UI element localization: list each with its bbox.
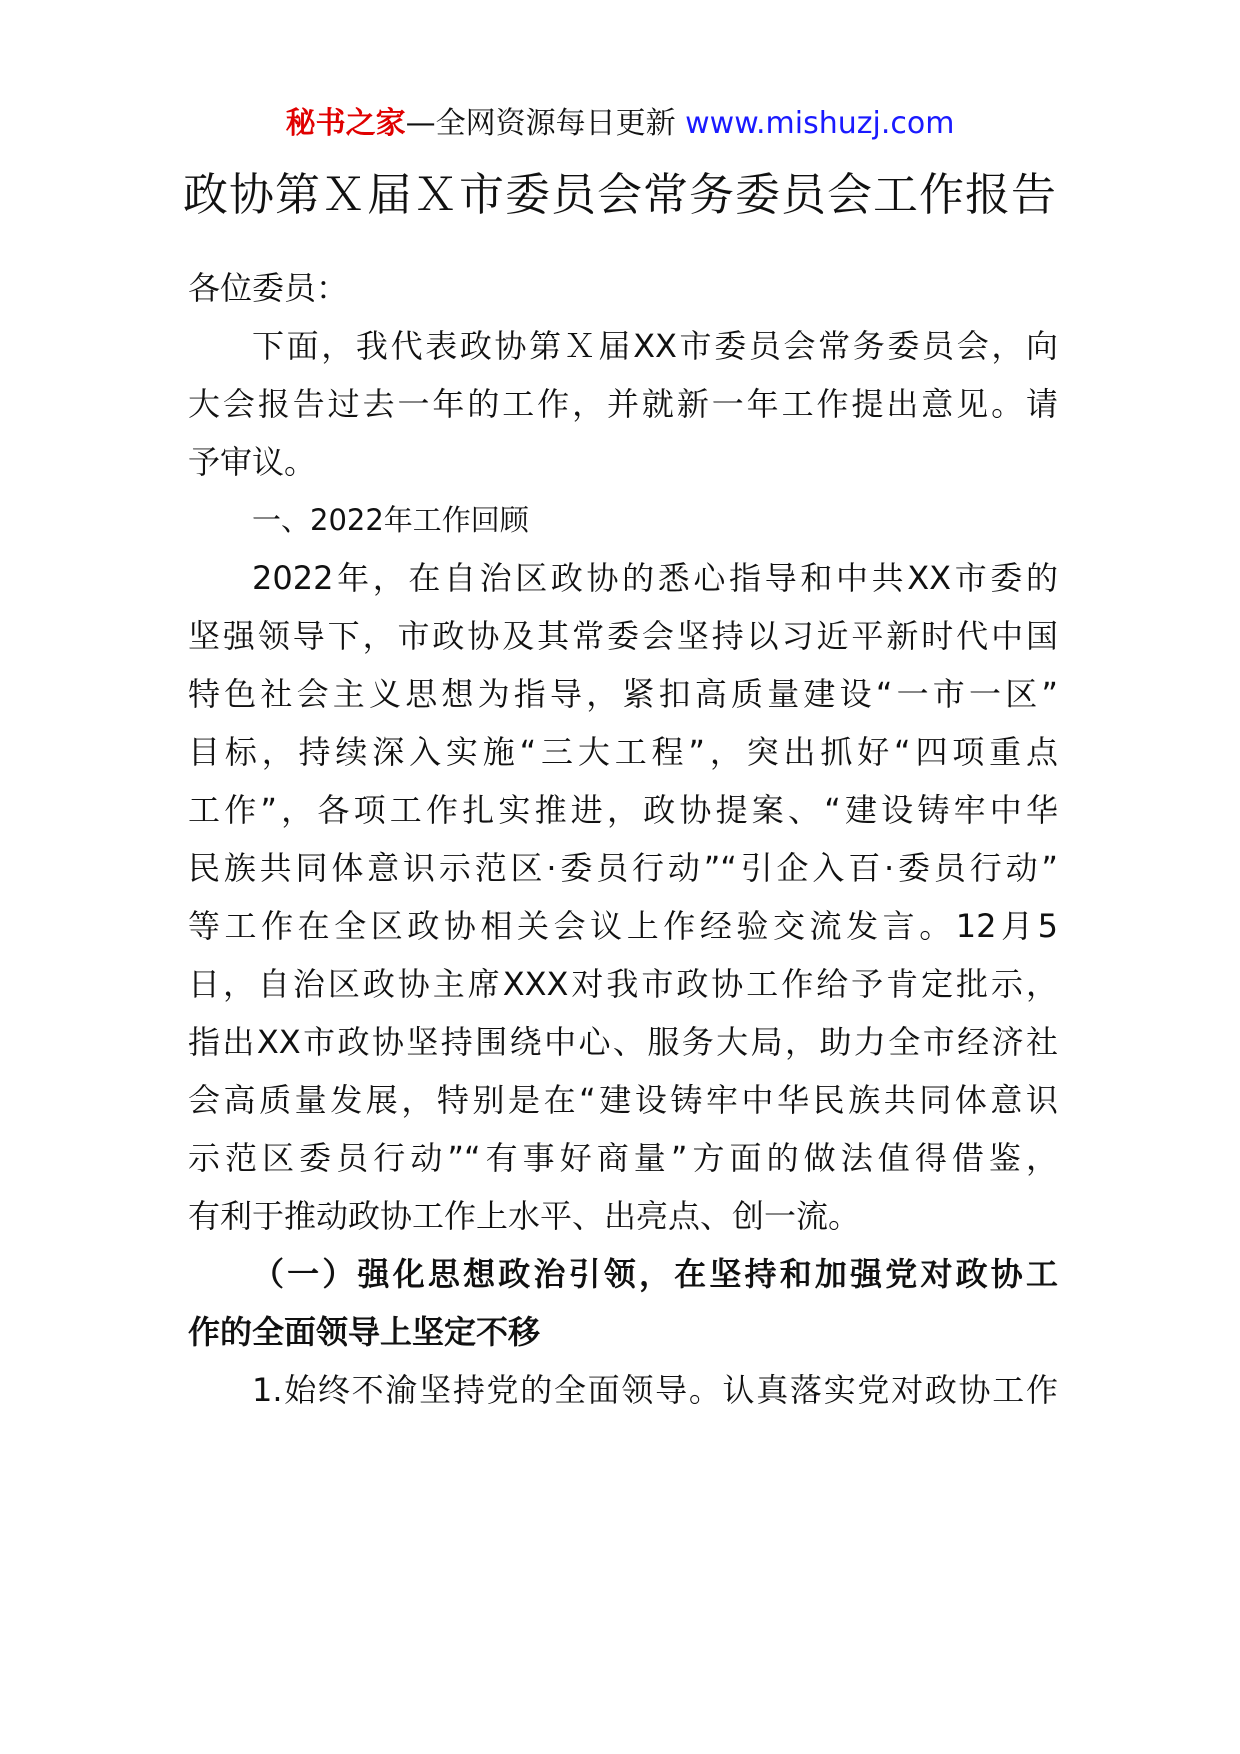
- brand-name: 秘书之家: [285, 106, 406, 141]
- paragraph-line: 大会报告过去一年的工作，并就新一年工作提出意见。请: [188, 385, 1058, 423]
- subsection-heading-continued: 作的全面领导上坚定不移: [188, 1313, 541, 1351]
- paragraph-line: 下面，我代表政协第Ｘ届XX市委员会常务委员会，向: [252, 327, 1058, 365]
- paragraph-line: 坚强领导下，市政协及其常委会坚持以习近平新时代中国: [188, 617, 1058, 655]
- paragraph-line: 指出XX市政协坚持围绕中心、服务大局，助力全市经济社: [188, 1023, 1058, 1061]
- site-url-link[interactable]: www.mishuzj.com: [685, 106, 955, 141]
- paragraph-line: 民族共同体意识示范区·委员行动”“引企入百·委员行动”: [188, 849, 1058, 887]
- paragraph-line: 2022年，在自治区政协的悉心指导和中共XX市委的: [252, 559, 1058, 597]
- paragraph-line: 有利于推动政协工作上水平、出亮点、创一流。: [188, 1197, 861, 1235]
- site-banner: [0, 104, 1240, 144]
- paragraph-line: 等工作在全区政协相关会议上作经验交流发言。12月5: [188, 907, 1058, 945]
- paragraph-line: 日，自治区政协主席XXX对我市政协工作给予肯定批示，: [188, 965, 1058, 1003]
- paragraph-line: 予审议。: [188, 443, 317, 481]
- paragraph-line: 示范区委员行动”“有事好商量”方面的做法值得借鉴，: [188, 1139, 1058, 1177]
- document-title: 政协第Ｘ届Ｘ市委员会常务委员会工作报告: [182, 168, 1057, 221]
- subsection-heading: （一）强化思想政治引领，在坚持和加强党对政协工: [252, 1255, 1058, 1293]
- section-heading: 一、2022年工作回顾: [252, 503, 529, 537]
- paragraph-line: 会高质量发展，特别是在“建设铸牢中华民族共同体意识: [188, 1081, 1058, 1119]
- salutation: 各位委员：: [188, 269, 349, 307]
- paragraph-line: 1.始终不渝坚持党的全面领导。认真落实党对政协工作: [252, 1371, 1058, 1409]
- paragraph-line: 目标，持续深入实施“三大工程”，突出抓好“四项重点: [188, 733, 1058, 771]
- paragraph-line: 工作”，各项工作扎实推进，政协提案、“建设铸牢中华: [188, 791, 1058, 829]
- paragraph-line: 特色社会主义思想为指导，紧扣高质量建设“一市一区”: [188, 675, 1058, 713]
- banner-slogan: —全网资源每日更新: [405, 106, 686, 141]
